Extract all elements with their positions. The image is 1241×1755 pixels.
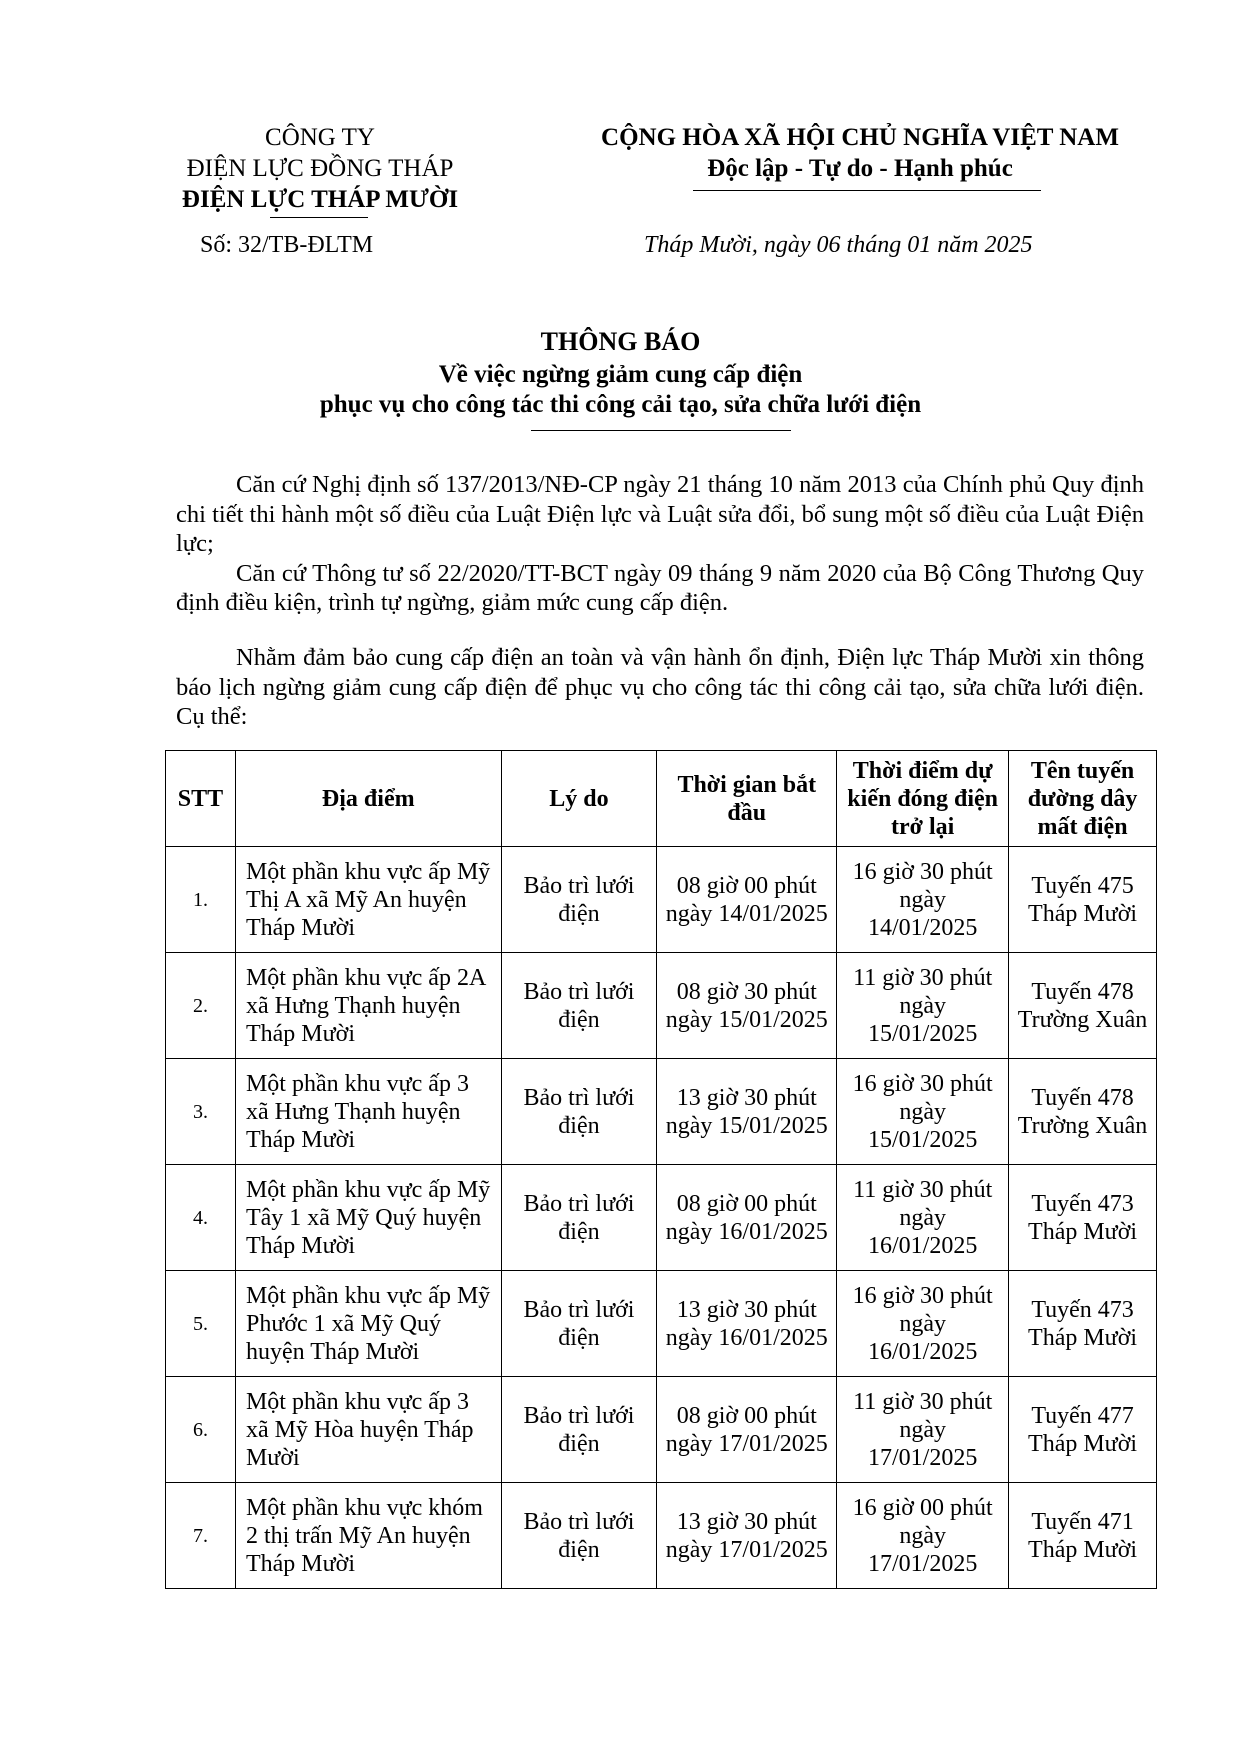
national-motto: Độc lập - Tự do - Hạnh phúc: [707, 155, 1013, 182]
cell-location: Một phần khu vực khóm 2 thị trấn Mỹ An huyện Tháp Mười: [235, 1483, 501, 1589]
col-header-stt: STT: [166, 751, 236, 847]
issuer-company: CÔNG TY: [265, 124, 375, 151]
cell-start: 13 giờ 30 phút ngày 16/01/2025: [657, 1271, 837, 1377]
cell-start: 13 giờ 30 phút ngày 17/01/2025: [657, 1483, 837, 1589]
cell-end: 16 giờ 00 phút ngày 17/01/2025: [837, 1483, 1009, 1589]
document-number: Số: 32/TB-ĐLTM: [200, 232, 374, 258]
cell-line: Tuyến 477 Tháp Mười: [1009, 1377, 1157, 1483]
col-header-end: Thời điểm dự kiến đóng điện trở lại: [837, 751, 1009, 847]
cell-reason: Bảo trì lưới điện: [501, 847, 657, 953]
cell-location: Một phần khu vực ấp Mỹ Tây 1 xã Mỹ Quý huyện Tháp Mười: [235, 1165, 501, 1271]
legal-basis-1: Căn cứ Nghị định số 137/2013/NĐ-CP ngày 21 tháng 10 năm 2013 của Chính phủ Quy định chi tiết thi hành một số điều của Luật Điện lực và Luật sửa đổi, bổ sung một số điều của Luật Điện lực;: [176, 471, 1144, 557]
table-row: [166, 1483, 1157, 1589]
cell-reason: Bảo trì lưới điện: [501, 1165, 657, 1271]
cell-location: Một phần khu vực ấp Mỹ Phước 1 xã Mỹ Quý huyện Tháp Mười: [235, 1271, 501, 1377]
cell-end: 16 giờ 30 phút ngày 16/01/2025: [837, 1271, 1009, 1377]
cell-stt: 6.: [166, 1377, 236, 1483]
cell-line: Tuyến 475 Tháp Mười: [1009, 847, 1157, 953]
issuer-underline: [270, 217, 368, 218]
table-row: [166, 1377, 1157, 1483]
title-underline: [531, 430, 791, 431]
outage-schedule-table: [165, 750, 1157, 1589]
cell-reason: Bảo trì lưới điện: [501, 953, 657, 1059]
cell-reason: Bảo trì lưới điện: [501, 1483, 657, 1589]
cell-location: Một phần khu vực ấp 3 xã Mỹ Hòa huyện Tháp Mười: [235, 1377, 501, 1483]
table-row: [166, 953, 1157, 1059]
table-row: [166, 847, 1157, 953]
legal-basis-2: Căn cứ Thông tư số 22/2020/TT-BCT ngày 09 tháng 9 năm 2020 của Bộ Công Thương Quy định điều kiện, trình tự ngừng, giảm mức cung cấp điện.: [176, 559, 1144, 616]
table-row: [166, 1059, 1157, 1165]
cell-start: 08 giờ 00 phút ngày 16/01/2025: [657, 1165, 837, 1271]
issuer-unit: ĐIỆN LỰC THÁP MƯỜI: [181, 186, 459, 213]
issuer-block: [160, 122, 480, 215]
cell-reason: Bảo trì lưới điện: [501, 1059, 657, 1165]
cell-start: 08 giờ 00 phút ngày 17/01/2025: [657, 1377, 837, 1483]
cell-end: 11 giờ 30 phút ngày 16/01/2025: [837, 1165, 1009, 1271]
motto-underline: [693, 190, 1041, 191]
cell-end: 16 giờ 30 phút ngày 14/01/2025: [837, 847, 1009, 953]
purpose-paragraph: [176, 643, 1144, 732]
cell-line: Tuyến 473 Tháp Mười: [1009, 1165, 1157, 1271]
document-subtitle-2: phục vụ cho công tác thi công cải tạo, sửa chữa lưới điện: [319, 391, 922, 418]
cell-location: Một phần khu vực ấp Mỹ Thị A xã Mỹ An huyện Tháp Mười: [235, 847, 501, 953]
cell-reason: Bảo trì lưới điện: [501, 1271, 657, 1377]
cell-stt: 2.: [166, 953, 236, 1059]
cell-stt: 3.: [166, 1059, 236, 1165]
cell-line: Tuyến 478 Trường Xuân: [1009, 1059, 1157, 1165]
col-header-location: Địa điểm: [235, 751, 501, 847]
legal-basis: [176, 470, 1144, 618]
cell-location: Một phần khu vực ấp 3 xã Hưng Thạnh huyện Tháp Mười: [235, 1059, 501, 1165]
cell-start: 08 giờ 30 phút ngày 15/01/2025: [657, 953, 837, 1059]
cell-location: Một phần khu vực ấp 2A xã Hưng Thạnh huyện Tháp Mười: [235, 953, 501, 1059]
cell-stt: 1.: [166, 847, 236, 953]
cell-line: Tuyến 473 Tháp Mười: [1009, 1271, 1157, 1377]
national-motto-block: [570, 122, 1150, 184]
col-header-line: Tên tuyến đường dây mất điện: [1009, 751, 1157, 847]
issuer-parent: ĐIỆN LỰC ĐỒNG THÁP: [186, 155, 454, 182]
table-row: [166, 1271, 1157, 1377]
cell-end: 16 giờ 30 phút ngày 15/01/2025: [837, 1059, 1009, 1165]
cell-line: Tuyến 478 Trường Xuân: [1009, 953, 1157, 1059]
cell-start: 08 giờ 00 phút ngày 14/01/2025: [657, 847, 837, 953]
col-header-reason: Lý do: [501, 751, 657, 847]
table-header-row: [166, 751, 1157, 847]
cell-end: 11 giờ 30 phút ngày 15/01/2025: [837, 953, 1009, 1059]
cell-end: 11 giờ 30 phút ngày 17/01/2025: [837, 1377, 1009, 1483]
table-row: [166, 1165, 1157, 1271]
document-date: Tháp Mười, ngày 06 tháng 01 năm 2025: [644, 232, 1033, 258]
cell-stt: 4.: [166, 1165, 236, 1271]
national-name: CỘNG HÒA XÃ HỘI CHỦ NGHĨA VIỆT NAM: [601, 124, 1119, 151]
cell-stt: 7.: [166, 1483, 236, 1589]
cell-start: 13 giờ 30 phút ngày 15/01/2025: [657, 1059, 837, 1165]
document-subtitle-1: Về việc ngừng giảm cung cấp điện: [438, 361, 803, 388]
document-title: THÔNG BÁO: [540, 327, 701, 356]
cell-reason: Bảo trì lưới điện: [501, 1377, 657, 1483]
cell-line: Tuyến 471 Tháp Mười: [1009, 1483, 1157, 1589]
col-header-start: Thời gian bắt đầu: [657, 751, 837, 847]
cell-stt: 5.: [166, 1271, 236, 1377]
purpose-text: Nhằm đảm bảo cung cấp điện an toàn và vận hành ổn định, Điện lực Tháp Mười xin thông báo lịch ngừng giảm cung cấp điện để phục vụ cho công tác thi công cải tạo, sửa chữa lưới điện. Cụ thể:: [176, 644, 1144, 730]
